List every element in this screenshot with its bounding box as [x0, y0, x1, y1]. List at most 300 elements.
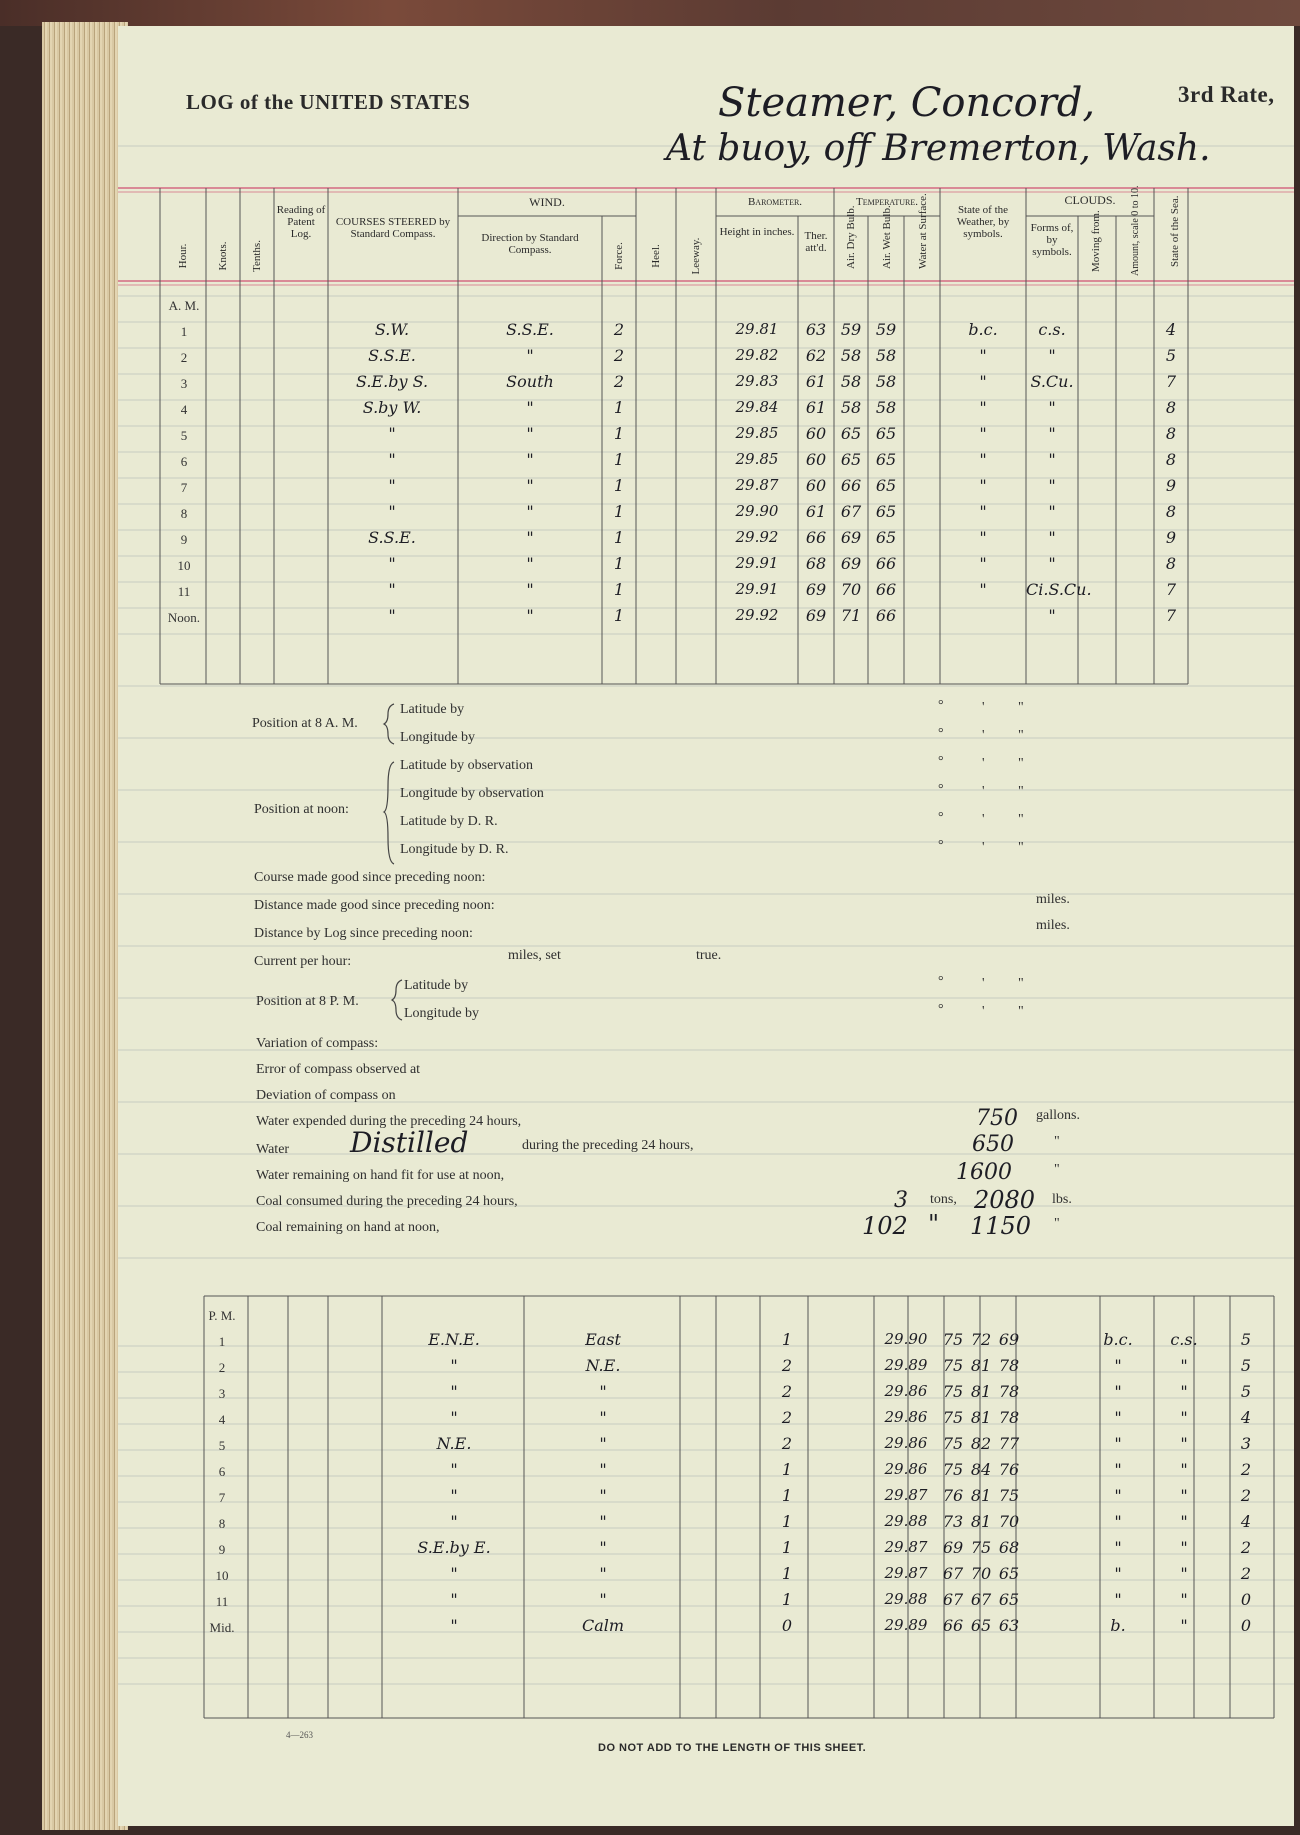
am-wet-cell: 65	[875, 424, 897, 443]
am-forms-cell: S.Cu.	[1030, 372, 1074, 391]
pm-hour-label: 10	[215, 1568, 229, 1583]
pm-forms-cell: "	[1180, 1486, 1188, 1505]
pm-amount-cell: 5	[1240, 1330, 1252, 1349]
am-forms-cell: "	[1048, 502, 1056, 521]
pos-noon-lat-dr: Latitude by D. R.	[400, 814, 498, 829]
pm-dry-cell: 75	[970, 1538, 992, 1557]
am-force-cell: 1	[613, 528, 625, 547]
am-amount-cell: 9	[1165, 528, 1177, 547]
am-height-cell: 29.81	[735, 320, 779, 338]
am-forms-cell: "	[1048, 606, 1056, 625]
am-height-cell: 29.91	[735, 580, 779, 598]
pm-height-cell: 29.86	[884, 1434, 928, 1452]
water-remaining-label: Water remaining on hand fit for use at noon,	[256, 1168, 505, 1183]
am-dir-cell: "	[526, 580, 534, 599]
pm-height-cell: 29.90	[884, 1330, 928, 1348]
am-dir-cell: "	[526, 424, 534, 443]
am-dir-cell: "	[526, 606, 534, 625]
lbs-label: lbs.	[1052, 1192, 1072, 1207]
am-amount-cell: 8	[1165, 424, 1177, 443]
col-force: Force.	[613, 242, 625, 270]
ditto-3: "	[1054, 1216, 1060, 1231]
pm-weather-cell: "	[1114, 1564, 1122, 1583]
am-weather-cell: "	[979, 346, 987, 365]
am-course-cell: S.E.by S.	[355, 372, 429, 391]
am-dry-cell: 69	[840, 528, 862, 547]
pm-forms-cell: "	[1180, 1564, 1188, 1583]
col-ther: Ther. att'd.	[804, 230, 828, 254]
am-force-cell: 2	[613, 372, 625, 391]
am-forms-cell: "	[1048, 424, 1056, 443]
pm-forms-cell: "	[1180, 1382, 1188, 1401]
pm-weather-cell: "	[1114, 1382, 1122, 1401]
degree-symbol: °	[938, 726, 944, 741]
am-course-cell: S.by W.	[362, 398, 422, 417]
pm-dir-cell: Calm	[581, 1616, 625, 1635]
pm-forms-cell: "	[1180, 1512, 1188, 1531]
pm-dir-cell: "	[599, 1486, 607, 1505]
pm-force-cell: 1	[781, 1538, 793, 1557]
col-barometer: Barometer.	[747, 196, 803, 208]
am-dry-cell: 58	[840, 372, 862, 391]
pm-height-cell: 29.87	[884, 1486, 928, 1504]
am-weather-cell: "	[979, 554, 987, 573]
minute-symbol: '	[982, 976, 985, 991]
pm-amount-cell: 2	[1240, 1460, 1252, 1479]
true-label: true.	[696, 948, 722, 963]
minute-symbol: '	[982, 812, 985, 827]
second-symbol: "	[1018, 784, 1024, 799]
am-course-cell: "	[388, 554, 396, 573]
pm-force-cell: 0	[781, 1616, 793, 1635]
pm-dir-cell: "	[599, 1460, 607, 1479]
second-symbol: "	[1018, 976, 1024, 991]
am-ther-cell: 69	[805, 606, 827, 625]
pm-weather-cell: b.	[1110, 1616, 1126, 1635]
am-forms-cell: c.s.	[1038, 320, 1066, 339]
pm-dir-cell: "	[599, 1382, 607, 1401]
pm-amount-cell: 2	[1240, 1538, 1252, 1557]
am-height-cell: 29.85	[735, 424, 779, 442]
pm-course-cell: "	[450, 1512, 458, 1531]
col-tenths: Tenths.	[251, 240, 263, 272]
am-course-cell: S.S.E.	[368, 346, 416, 365]
pm-dry-cell: 81	[970, 1356, 992, 1375]
minute-symbol: '	[982, 756, 985, 771]
col-patent-log: Reading of Patent Log.	[276, 204, 326, 240]
water-expended-value: 750	[976, 1106, 1018, 1131]
current-per-hour: Current per hour:	[254, 954, 352, 969]
pm-dry-cell: 81	[970, 1486, 992, 1505]
pm-weather-cell: "	[1114, 1434, 1122, 1453]
coal-consumed-lbs: 2080	[974, 1186, 1036, 1214]
pm-dry-cell: 70	[970, 1564, 992, 1583]
pm-wet-cell: 65	[998, 1564, 1020, 1583]
am-weather-cell: "	[979, 398, 987, 417]
water-remaining-value: 1600	[956, 1160, 1012, 1185]
pm-dry-cell: 81	[970, 1512, 992, 1531]
pm-dry-cell: 82	[970, 1434, 992, 1453]
am-hour-label: 9	[180, 532, 188, 547]
pm-force-cell: 2	[781, 1382, 793, 1401]
am-hour-label: 2	[180, 350, 188, 365]
col-height: Height in inches.	[719, 226, 795, 238]
am-forms-cell: "	[1048, 450, 1056, 469]
second-symbol: "	[1018, 728, 1024, 743]
coal-remaining-ditto: "	[928, 1210, 940, 1238]
coal-remaining-label: Coal remaining on hand at noon,	[256, 1220, 440, 1235]
am-ther-cell: 61	[805, 502, 827, 521]
pm-course-cell: "	[450, 1616, 458, 1635]
degree-symbol: °	[938, 698, 944, 713]
pm-force-cell: 1	[781, 1330, 793, 1349]
am-amount-cell: 8	[1165, 450, 1177, 469]
pm-force-cell: 1	[781, 1486, 793, 1505]
am-dry-cell: 69	[840, 554, 862, 573]
degree-symbol: °	[938, 782, 944, 797]
pm-course-cell: E.N.E.	[428, 1330, 480, 1349]
col-knots: Knots.	[217, 241, 229, 271]
pm-hour-label: 6	[218, 1464, 226, 1479]
am-course-cell: S.S.E.	[368, 528, 416, 547]
am-dry-cell: 67	[840, 502, 862, 521]
pm-dir-cell: "	[599, 1512, 607, 1531]
pm-forms-cell: "	[1180, 1538, 1188, 1557]
am-ther-cell: 68	[805, 554, 827, 573]
am-amount-cell: 8	[1165, 398, 1177, 417]
error-label: Error of compass observed at	[256, 1062, 421, 1077]
am-height-cell: 29.91	[735, 554, 779, 572]
pm-weather-cell: "	[1114, 1408, 1122, 1427]
pm-amount-cell: 2	[1240, 1486, 1252, 1505]
pm-weather-cell: "	[1114, 1486, 1122, 1505]
pm-course-cell: "	[450, 1590, 458, 1609]
am-dir-cell: "	[526, 398, 534, 417]
pos-noon-lat-obs: Latitude by observation	[400, 758, 533, 773]
pm-height-cell: 29.86	[884, 1408, 928, 1426]
vessel-name: Steamer, Concord,	[718, 80, 1096, 126]
pos-8am-label: Position at 8 A. M.	[252, 716, 358, 731]
pm-forms-cell: "	[1180, 1616, 1188, 1635]
am-wet-cell: 66	[875, 580, 897, 599]
miles-set: miles, set	[508, 948, 561, 963]
pm-weather-cell: "	[1114, 1512, 1122, 1531]
pm-course-cell: "	[450, 1382, 458, 1401]
am-forms-cell: "	[1048, 528, 1056, 547]
am-amount-cell: 7	[1165, 372, 1177, 391]
pm-force-cell: 1	[781, 1590, 793, 1609]
pm-label: P. M.	[208, 1308, 236, 1323]
form-number: 4—263	[286, 1730, 313, 1740]
pos-8am-long: Longitude by	[400, 730, 476, 745]
pm-hour-label: 2	[218, 1360, 226, 1375]
am-hour-label: 5	[180, 428, 188, 443]
col-clouds: CLOUDS.	[1064, 193, 1116, 207]
pos-noon-long-dr: Longitude by D. R.	[400, 842, 509, 857]
pm-dir-cell: East	[585, 1330, 621, 1349]
am-wet-cell: 65	[875, 476, 897, 495]
pm-course-cell: "	[450, 1356, 458, 1375]
am-wet-cell: 66	[875, 606, 897, 625]
pm-dry-cell: 65	[970, 1616, 992, 1635]
am-dry-cell: 70	[840, 580, 862, 599]
col-wind: WIND.	[529, 195, 565, 209]
pm-height-cell: 29.87	[884, 1538, 928, 1556]
miles-2: miles.	[1036, 918, 1070, 933]
am-amount-cell: 5	[1165, 346, 1177, 365]
pm-amount-cell: 5	[1240, 1382, 1252, 1401]
pm-wet-cell: 63	[998, 1616, 1020, 1635]
col-sea: State of the Sea.	[1169, 195, 1181, 267]
pm-wet-cell: 78	[998, 1408, 1020, 1427]
am-wet-cell: 58	[875, 398, 897, 417]
col-water-surface: Water at Surface.	[917, 193, 929, 269]
pm-amount-cell: 2	[1240, 1564, 1252, 1583]
minute-symbol: '	[982, 784, 985, 799]
pm-dir-cell: "	[599, 1408, 607, 1427]
am-wet-cell: 58	[875, 346, 897, 365]
col-leeway: Leeway.	[690, 237, 702, 275]
am-hour-label: Noon.	[167, 610, 201, 625]
pm-force-cell: 1	[781, 1512, 793, 1531]
water-during-label: during the preceding 24 hours,	[522, 1138, 694, 1153]
pm-height-cell: 29.89	[884, 1616, 928, 1634]
am-amount-cell: 8	[1165, 502, 1177, 521]
am-hour-label: 8	[180, 506, 188, 521]
pm-ther-cell: 75	[942, 1408, 964, 1427]
pm-hour-label: 4	[218, 1412, 226, 1427]
col-temperature: Temperature.	[856, 196, 918, 208]
am-force-cell: 1	[613, 554, 625, 573]
am-height-cell: 29.85	[735, 450, 779, 468]
pm-ther-cell: 73	[942, 1512, 964, 1531]
pm-hour-label: 7	[218, 1490, 226, 1505]
am-ther-cell: 69	[805, 580, 827, 599]
pm-dry-cell: 81	[970, 1382, 992, 1401]
pm-height-cell: 29.88	[884, 1590, 928, 1608]
pm-dry-cell: 84	[970, 1460, 992, 1479]
am-course-cell: "	[388, 424, 396, 443]
pm-force-cell: 1	[781, 1564, 793, 1583]
pm-dry-cell: 67	[970, 1590, 992, 1609]
coal-remaining-lbs: 1150	[970, 1212, 1032, 1240]
am-dry-cell: 58	[840, 398, 862, 417]
pm-forms-cell: c.s.	[1170, 1330, 1198, 1349]
course-made-good: Course made good since preceding noon:	[254, 870, 486, 885]
pm-hour-label: 8	[218, 1516, 226, 1531]
pm-forms-cell: "	[1180, 1408, 1188, 1427]
pm-ther-cell: 75	[942, 1382, 964, 1401]
pm-dir-cell: "	[599, 1434, 607, 1453]
col-hour: Hour.	[177, 243, 189, 269]
am-hour-label: 3	[180, 376, 188, 391]
pm-ther-cell: 75	[942, 1356, 964, 1375]
distance-made-good: Distance made good since preceding noon:	[254, 898, 495, 913]
am-wet-cell: 58	[875, 372, 897, 391]
pm-wet-cell: 69	[998, 1330, 1020, 1349]
pm-height-cell: 29.88	[884, 1512, 928, 1530]
water-label: Water	[256, 1142, 290, 1157]
am-amount-cell: 8	[1165, 554, 1177, 573]
pm-hour-label: 5	[218, 1438, 226, 1453]
am-amount-cell: 7	[1165, 606, 1177, 625]
am-hour-label: 11	[177, 584, 191, 599]
col-courses: COURSES STEERED by Standard Compass.	[335, 216, 451, 240]
pm-ther-cell: 75	[942, 1434, 964, 1453]
pos-8am-lat: Latitude by	[400, 702, 465, 717]
am-hour-label: 6	[180, 454, 188, 469]
am-forms-cell: "	[1048, 554, 1056, 573]
am-course-cell: "	[388, 580, 396, 599]
pm-ther-cell: 76	[942, 1486, 964, 1505]
col-air-wet: Air. Wet Bulb.	[881, 205, 893, 269]
am-wet-cell: 65	[875, 450, 897, 469]
am-label: A. M.	[168, 298, 200, 313]
am-ther-cell: 63	[805, 320, 827, 339]
book-cover-edge	[0, 0, 1300, 26]
degree-symbol: °	[938, 754, 944, 769]
pm-ther-cell: 67	[942, 1590, 964, 1609]
pm-forms-cell: "	[1180, 1460, 1188, 1479]
am-dry-cell: 58	[840, 346, 862, 365]
pos-8pm-label: Position at 8 P. M.	[256, 994, 359, 1009]
vessel-rate: 3rd Rate,	[1178, 82, 1275, 107]
am-ther-cell: 62	[805, 346, 827, 365]
pm-hour-label: Mid.	[209, 1620, 235, 1635]
am-height-cell: 29.92	[735, 606, 779, 624]
degree-symbol: °	[938, 838, 944, 853]
minute-symbol: '	[982, 840, 985, 855]
col-moving: Moving from.	[1090, 210, 1102, 272]
pm-height-cell: 29.87	[884, 1564, 928, 1582]
pm-wet-cell: 78	[998, 1382, 1020, 1401]
am-course-cell: S.W.	[374, 320, 410, 339]
pos-noon-long-obs: Longitude by observation	[400, 786, 544, 801]
log-title: LOG of the UNITED STATES	[186, 90, 471, 114]
pos-8pm-lat: Latitude by	[404, 978, 469, 993]
am-hour-label: 1	[180, 324, 188, 339]
am-height-cell: 29.84	[735, 398, 779, 416]
pm-course-cell: "	[450, 1564, 458, 1583]
am-hour-label: 10	[177, 558, 191, 573]
am-course-cell: "	[388, 450, 396, 469]
vessel-location: At buoy, off Bremerton, Wash.	[666, 128, 1211, 169]
pm-dry-cell: 81	[970, 1408, 992, 1427]
am-weather-cell: "	[979, 528, 987, 547]
am-ther-cell: 60	[805, 450, 827, 469]
pm-weather-cell: "	[1114, 1590, 1122, 1609]
am-course-cell: "	[388, 502, 396, 521]
miles-1: miles.	[1036, 892, 1070, 907]
pm-weather-cell: "	[1114, 1460, 1122, 1479]
am-dry-cell: 65	[840, 424, 862, 443]
col-weather: State of the Weather, by symbols.	[956, 204, 1010, 240]
pm-weather-cell: "	[1114, 1356, 1122, 1375]
pm-amount-cell: 3	[1240, 1434, 1252, 1453]
pm-course-cell: "	[450, 1486, 458, 1505]
am-weather-cell: "	[979, 476, 987, 495]
am-wet-cell: 65	[875, 502, 897, 521]
distance-by-log: Distance by Log since preceding noon:	[254, 926, 473, 941]
pm-wet-cell: 76	[998, 1460, 1020, 1479]
position-braces	[384, 704, 402, 1020]
col-amount: Amount, scale 0 to 10.	[1130, 185, 1141, 276]
pm-amount-cell: 0	[1240, 1616, 1252, 1635]
pm-dir-cell: "	[599, 1590, 607, 1609]
log-page	[118, 26, 1294, 1826]
pm-hour-label: 9	[218, 1542, 226, 1557]
second-symbol: "	[1018, 840, 1024, 855]
pm-dir-cell: "	[599, 1538, 607, 1557]
pm-hour-label: 3	[218, 1386, 226, 1401]
second-symbol: "	[1018, 1004, 1024, 1019]
footer-notice: DO NOT ADD TO THE LENGTH OF THIS SHEET.	[598, 1742, 867, 1754]
water-distilled: Distilled	[350, 1126, 469, 1159]
am-height-cell: 29.90	[735, 502, 779, 520]
am-forms-cell: "	[1048, 476, 1056, 495]
coal-consumed-label: Coal consumed during the preceding 24 hours,	[256, 1194, 518, 1209]
pm-course-cell: "	[450, 1460, 458, 1479]
am-dir-cell: South	[506, 372, 554, 391]
water-expended-label: Water expended during the preceding 24 hours,	[256, 1114, 522, 1129]
second-symbol: "	[1018, 756, 1024, 771]
am-ther-cell: 61	[805, 398, 827, 417]
pm-amount-cell: 5	[1240, 1356, 1252, 1375]
am-dir-cell: "	[526, 450, 534, 469]
pm-hour-label: 1	[218, 1334, 226, 1349]
am-weather-cell: "	[979, 502, 987, 521]
am-amount-cell: 4	[1165, 320, 1177, 339]
pm-course-cell: S.E.by E.	[417, 1538, 491, 1557]
pm-wet-cell: 68	[998, 1538, 1020, 1557]
pm-ther-cell: 69	[942, 1538, 964, 1557]
am-weather-cell: "	[979, 580, 987, 599]
pm-course-cell: "	[450, 1408, 458, 1427]
pm-height-cell: 29.86	[884, 1460, 928, 1478]
pm-force-cell: 2	[781, 1408, 793, 1427]
pm-forms-cell: "	[1180, 1434, 1188, 1453]
minute-symbol: '	[982, 700, 985, 715]
am-ther-cell: 60	[805, 476, 827, 495]
pm-forms-cell: "	[1180, 1356, 1188, 1375]
pm-dir-cell: N.E.	[585, 1356, 621, 1375]
am-force-cell: 2	[613, 320, 625, 339]
am-weather-cell: b.c.	[968, 320, 998, 339]
pm-force-cell: 2	[781, 1434, 793, 1453]
ditto-1: "	[1054, 1134, 1060, 1149]
pm-forms-cell: "	[1180, 1590, 1188, 1609]
am-dir-cell: "	[526, 346, 534, 365]
degree-symbol: °	[938, 1002, 944, 1017]
coal-consumed-tons: 3	[894, 1188, 908, 1213]
col-heel: Heel.	[650, 244, 662, 268]
pm-wet-cell: 78	[998, 1356, 1020, 1375]
am-ther-cell: 66	[805, 528, 827, 547]
minute-symbol: '	[982, 728, 985, 743]
pm-dry-cell: 72	[970, 1330, 992, 1349]
am-force-cell: 1	[613, 606, 625, 625]
pm-amount-cell: 4	[1240, 1408, 1252, 1427]
am-hour-label: 7	[180, 480, 188, 495]
am-dry-cell: 71	[840, 606, 862, 625]
am-amount-cell: 7	[1165, 580, 1177, 599]
am-dir-cell: "	[526, 554, 534, 573]
col-wind-direction: Direction by Standard Compass.	[481, 232, 579, 256]
pm-height-cell: 29.86	[884, 1382, 928, 1400]
am-wet-cell: 65	[875, 528, 897, 547]
degree-symbol: °	[938, 810, 944, 825]
am-wet-cell: 66	[875, 554, 897, 573]
